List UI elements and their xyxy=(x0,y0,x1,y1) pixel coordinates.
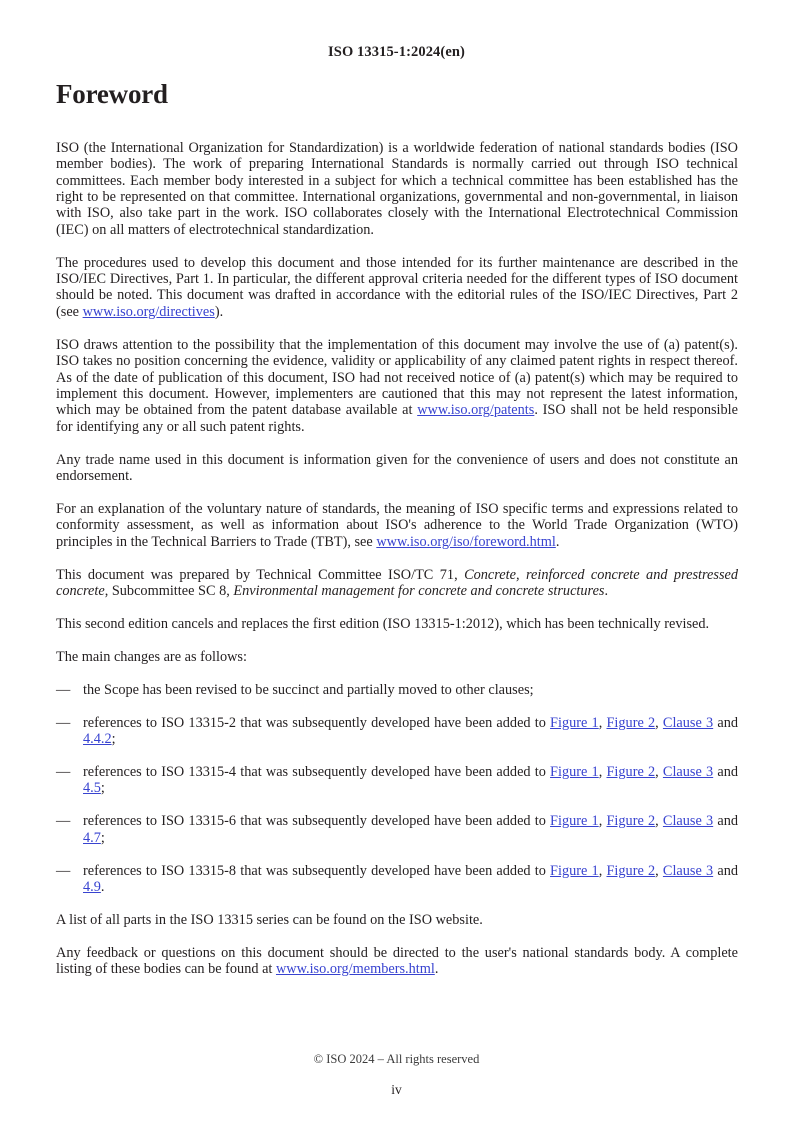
paragraph-feedback xyxy=(56,945,738,978)
link-iso-directives[interactable]: www.iso.org/directives xyxy=(82,303,215,320)
list-item-link-subclause[interactable]: 4.4.2 xyxy=(83,731,112,748)
footer-page-number: iv xyxy=(391,1082,402,1097)
list-item-link-figure-2[interactable]: Figure 2 xyxy=(606,714,656,731)
paragraph-voluntary-nature xyxy=(56,501,738,550)
paragraph-procedures-text-before: The procedures used to develop this document and those intended for its further maintenance are described in the ISO/IEC Directives, Part 1. In particular, the different approval criteria needed for the different types of ISO document should be noted. This document was drafted in accordance with the editorial rules of the ISO/IEC Directives, Part 2 (see xyxy=(56,254,738,320)
list-item-link-clause-3[interactable]: Clause 3 xyxy=(662,764,714,781)
paragraph-iso-description: ISO (the International Organization for Standardization) is a worldwide federation of national standards bodies (ISO member bodies). The work of preparing International Standards is normally carried out through ISO technical committees. Each member body interested in a subject for which a technical committee has been established has the right to be represented on that committee. International organizations, governmental and non-governmental, in liaison with ISO, also take part in the work. ISO collaborates closely with the International Electrotechnical Commission (IEC) on all matters of electrotechnical standardization. xyxy=(56,139,738,238)
paragraph-main-changes-intro: The main changes are as follows: xyxy=(56,648,247,665)
list-item-text-after: ; xyxy=(100,780,105,797)
list-item-link-figure-1[interactable]: Figure 1 xyxy=(550,813,599,830)
list-item-text: references to ISO 13315-6 that was subsequently developed have been added to xyxy=(83,813,551,830)
list-item-sep-3: and xyxy=(713,764,738,781)
paragraph-patents-text-after: . ISO shall not be held responsible for identifying any or all such patent rights. xyxy=(56,402,738,435)
change-list xyxy=(56,682,738,896)
list-item-link-clause-3[interactable]: Clause 3 xyxy=(662,813,714,830)
page-content xyxy=(56,80,738,994)
list-item-link-figure-1[interactable]: Figure 1 xyxy=(550,764,599,781)
link-iso-members[interactable]: www.iso.org/members.html xyxy=(275,961,435,978)
committee-text-3: . xyxy=(604,583,609,600)
list-item-link-subclause[interactable]: 4.9 xyxy=(83,879,101,896)
committee-text-2: , Subcommittee SC 8, xyxy=(104,583,234,600)
paragraph-feedback-text-before: Any feedback or questions on this document should be directed to the user's national standards body. A complete listing of these bodies can be found at xyxy=(56,944,738,978)
list-item-sep-2: , xyxy=(655,714,663,731)
paragraph-procedures-text-after: ). xyxy=(214,303,224,320)
list-item xyxy=(56,715,738,748)
paragraph-feedback-text-after: . xyxy=(434,961,439,978)
list-item-link-subclause[interactable]: 4.7 xyxy=(83,829,101,846)
paragraph-patents-text-before: ISO draws attention to the possibility that the implementation of this document may involve the use of (a) patent(s). ISO takes no position concerning the evidence, validity or applicability of any claimed patent rights in respect thereof. As of the date of publication of this document, ISO had not received notice of (a) patent(s) which may be required to implement this document. However, implementers are cautioned that this may not represent the latest information, which may be obtained from the patent database available at xyxy=(56,336,738,419)
paragraph-patents xyxy=(56,337,738,435)
list-item xyxy=(56,863,738,896)
list-item xyxy=(56,682,738,698)
list-item-sep-2: , xyxy=(655,813,663,830)
list-item-sep-2: , xyxy=(655,862,663,879)
em-dash-bullet: — xyxy=(56,813,71,830)
paragraph-voluntary-text-after: . xyxy=(555,533,560,550)
paragraph-series-parts: A list of all parts in the ISO 13315 series can be found on the ISO website. xyxy=(56,912,483,928)
list-item-text: references to ISO 13315-2 that was subsequently developed have been added to xyxy=(83,714,551,731)
list-item-link-clause-3[interactable]: Clause 3 xyxy=(662,862,714,879)
em-dash-bullet: — xyxy=(56,764,71,781)
list-item-link-figure-2[interactable]: Figure 2 xyxy=(606,764,656,781)
list-item-text-after: ; xyxy=(100,829,105,846)
list-item-text: references to ISO 13315-4 that was subsequently developed have been added to xyxy=(83,764,551,781)
paragraph-procedures xyxy=(56,255,738,321)
paragraph-trade-name: Any trade name used in this document is information given for the convenience of users and does not constitute an endorsement. xyxy=(56,451,738,485)
list-item-text: the Scope has been revised to be succinct and partially moved to other clauses; xyxy=(83,681,534,698)
link-iso-patents[interactable]: www.iso.org/patents xyxy=(417,402,535,419)
list-item xyxy=(56,813,738,846)
list-item-link-figure-1[interactable]: Figure 1 xyxy=(550,862,599,879)
list-item-link-figure-1[interactable]: Figure 1 xyxy=(550,714,599,731)
list-item-link-figure-2[interactable]: Figure 2 xyxy=(606,862,656,879)
list-item xyxy=(56,764,738,797)
page-title: Foreword xyxy=(56,79,168,109)
list-item-text-after: . xyxy=(100,879,105,896)
committee-text-1: This document was prepared by Technical Committee ISO/TC 71, xyxy=(56,566,465,583)
list-item-link-clause-3[interactable]: Clause 3 xyxy=(662,714,714,731)
list-item-link-figure-2[interactable]: Figure 2 xyxy=(606,813,656,830)
paragraph-technical-committee xyxy=(56,567,738,600)
footer-copyright: © ISO 2024 – All rights reserved xyxy=(313,1052,480,1066)
list-item-sep-3: and xyxy=(713,714,738,731)
em-dash-bullet: — xyxy=(56,862,71,879)
list-item-sep-3: and xyxy=(713,813,738,830)
list-item-sep-1: , xyxy=(598,764,607,781)
list-item-sep-1: , xyxy=(598,862,607,879)
committee-title-sc8: Environmental management for concrete and concrete structures xyxy=(233,583,605,600)
em-dash-bullet: — xyxy=(56,714,71,731)
list-item-sep-3: and xyxy=(713,862,738,879)
list-item-sep-1: , xyxy=(598,813,607,830)
list-item-sep-1: , xyxy=(598,714,607,731)
running-head: ISO 13315-1:2024(en) xyxy=(328,44,465,60)
list-item-text-after: ; xyxy=(111,731,116,748)
list-item-link-subclause[interactable]: 4.5 xyxy=(83,780,101,797)
em-dash-bullet: — xyxy=(56,681,71,698)
closing-paragraphs xyxy=(56,912,738,978)
list-item-sep-2: , xyxy=(655,764,663,781)
list-item-text: references to ISO 13315-8 that was subsequently developed have been added to xyxy=(83,862,551,879)
paragraph-voluntary-text-before: For an explanation of the voluntary nature of standards, the meaning of ISO specific terms and expressions related to conformity assessment, as well as information about ISO's adherence to the World Trade Organization (WTO) principles in the Technical Barriers to Trade (TBT), see xyxy=(56,501,738,550)
committee-title-tc71: Concrete, reinforced concrete and prestressed concrete xyxy=(56,566,738,600)
paragraph-second-edition: This second edition cancels and replaces the first edition (ISO 13315-1:2012), which has been technically revised. xyxy=(56,616,710,633)
link-iso-foreword[interactable]: www.iso.org/iso/foreword.html xyxy=(376,533,556,550)
